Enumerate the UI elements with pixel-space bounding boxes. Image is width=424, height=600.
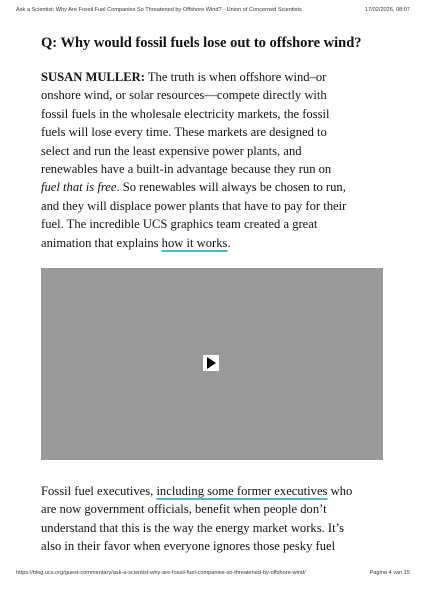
print-header-datetime: 17/02/2026, 08:07 bbox=[364, 7, 410, 13]
answer-line-10 bbox=[41, 234, 387, 252]
emphasis-free-fuel: fuel that is free bbox=[41, 180, 117, 195]
answer-line-7 bbox=[41, 178, 387, 196]
answer-line-10-end: . bbox=[227, 235, 231, 250]
answer-line-4: fuels will lose every time. These markets are designed to bbox=[41, 125, 327, 140]
answer-line-8: and they will displace power plants that have to pay for their bbox=[41, 198, 347, 213]
answer-line-3: fossil fuels in the wholesale electricity markets, the fossil bbox=[41, 106, 330, 121]
para2-line-1 bbox=[41, 482, 387, 500]
how-it-works-link[interactable]: how it works bbox=[161, 235, 228, 250]
speaker-name: SUSAN MULLER: bbox=[41, 70, 145, 84]
para2-line-3: understand that this is the way the energy market works. It’s bbox=[41, 520, 344, 535]
para2-line-2: are now government officials, benefit when people don’t bbox=[41, 502, 327, 517]
answer-line-9: fuel. The incredible UCS graphics team created a great bbox=[41, 217, 318, 232]
answer-line-10-text: animation that explains bbox=[41, 235, 162, 250]
answer-paragraph bbox=[41, 68, 387, 252]
play-icon[interactable] bbox=[203, 355, 219, 371]
former-executives-link[interactable]: including some former executives bbox=[156, 484, 328, 498]
print-footer-url: https://blog.ucs.org/guest-commentary/ask-a-scientist-why-are-fossil-fuel-companies-so-threatened-by-offshore-wind/ bbox=[16, 570, 306, 576]
print-header bbox=[16, 7, 410, 17]
answer-line-1 bbox=[41, 68, 387, 86]
article-content bbox=[41, 34, 387, 252]
print-footer bbox=[16, 570, 410, 580]
answer-line-2: onshore wind, or solar resources—compete directly with bbox=[41, 88, 327, 103]
para2-line-1-end: who bbox=[327, 484, 353, 498]
question-heading: Q: Why would fossil fuels lose out to offshore wind? bbox=[41, 35, 362, 51]
answer-line-5: select and run the least expensive power plants, and bbox=[41, 143, 302, 158]
answer-line-1-text: The truth is when offshore wind–or bbox=[144, 70, 327, 84]
answer-line-7-text: . So renewables will always be chosen to run, bbox=[116, 180, 346, 195]
answer-line-6: renewables have a built-in advantage because they run on bbox=[41, 162, 332, 177]
second-paragraph bbox=[41, 482, 387, 556]
print-header-title: Ask a Scientist: Why Are Fossil Fuel Companies So Threatened by Offshore Wind? - Union of Concerned Scientists bbox=[16, 7, 302, 13]
para2-line-4: also in their favor when everyone ignores those pesky fuel bbox=[41, 539, 336, 554]
print-footer-page-number: Pagina 4 van 15 bbox=[369, 570, 410, 576]
para2-line-1-text: Fossil fuel executives, bbox=[41, 484, 157, 498]
video-player[interactable] bbox=[41, 268, 383, 460]
